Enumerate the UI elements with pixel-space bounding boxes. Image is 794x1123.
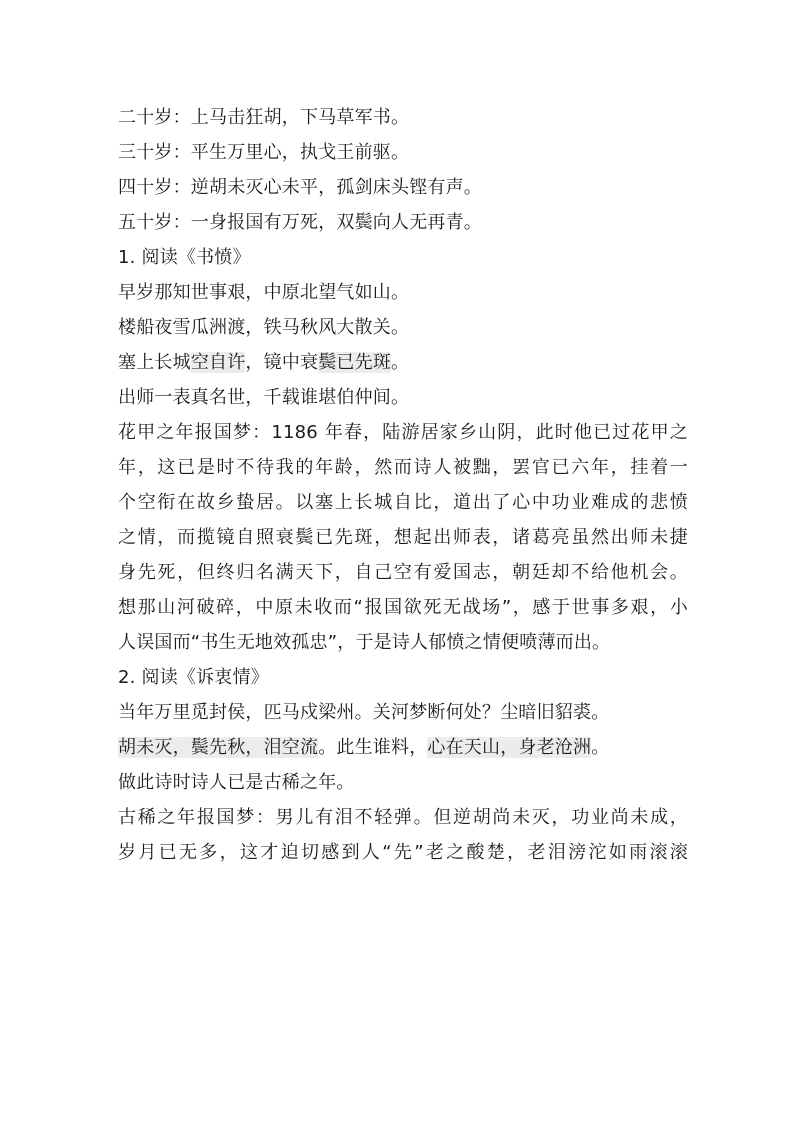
text-segment: 。 (391, 352, 410, 373)
poem-line: 出师一表真名世，千载谁堪伯仲间。 (118, 387, 410, 408)
paragraph-line: 年，这已是时不待我的年龄，然而诗人被黜，罢官已六年，挂着一 (118, 457, 688, 478)
poem-line-highlighted (118, 730, 688, 765)
text-segment: 。此生谁料， (318, 737, 428, 758)
paragraph-line: 身先死，但终归名满天下，自己空有爱国志，朝廷却不给他机会。 (118, 562, 688, 583)
section-heading: 2. 阅读《诉衷情》 (118, 667, 269, 688)
text-line: 四十岁：逆胡未灭心未平，孤剑床头铿有声。 (118, 177, 482, 198)
paragraph-line: 之情，而揽镜自照衰鬓已先斑，想起出师表，诸葛亮虽然出师未捷 (118, 527, 688, 548)
highlighted-text: 心在天山，身老沧洲 (427, 737, 592, 758)
text-segment: 。 (591, 737, 610, 758)
text-line: 五十岁：一身报国有万死，双鬓向人无再青。 (118, 212, 482, 233)
paragraph-line: 岁月已无多，这才迫切感到人“先”老之酸楚，老泪滂沱如雨滚滚 (118, 842, 688, 863)
text-line: 三十岁：平生万里心，执戈王前驱。 (118, 142, 410, 163)
section-heading: 1. 阅读《书愤》 (118, 247, 251, 268)
poem-line: 当年万里觅封侯，匹马戍梁州。关河梦断何处？尘暗旧貂裘。 (118, 702, 610, 723)
highlighted-text: 胡未灭，鬓先秋，泪空流 (118, 737, 319, 758)
paragraph-line: 个空衔在故乡蛰居。以塞上长城自比，道出了心中功业难成的悲愤 (118, 492, 688, 513)
text-line: 二十岁：上马击狂胡，下马草军书。 (118, 107, 410, 128)
poem-line: 楼船夜雪瓜洲渡，铁马秋风大散关。 (118, 317, 410, 338)
text-segment: ，镜中衰 (245, 352, 319, 373)
poem-line-highlighted (118, 345, 688, 380)
text-segment: 塞上长城 (118, 352, 191, 373)
paragraph-line: 想那山河破碎，中原未收而“报国欲死无战场”，感于世事多艰，小 (118, 597, 688, 618)
poem-line: 早岁那知世事艰，中原北望气如山。 (118, 282, 410, 303)
paragraph-line: 花甲之年报国梦：1186 年春，陆游居家乡山阴，此时他已过花甲之 (118, 422, 688, 443)
highlighted-text: 鬓已先斑 (318, 352, 392, 373)
highlighted-text: 空自许 (190, 352, 246, 373)
text-line: 做此诗时诗人已是古稀之年。 (118, 772, 355, 793)
document-page (118, 100, 688, 870)
paragraph-line: 古稀之年报国梦：男儿有泪不轻弹。但逆胡尚未灭，功业尚未成， (118, 807, 688, 828)
paragraph-line: 人误国而“书生无地效孤忠”，于是诗人郁愤之情便喷薄而出。 (118, 632, 611, 653)
